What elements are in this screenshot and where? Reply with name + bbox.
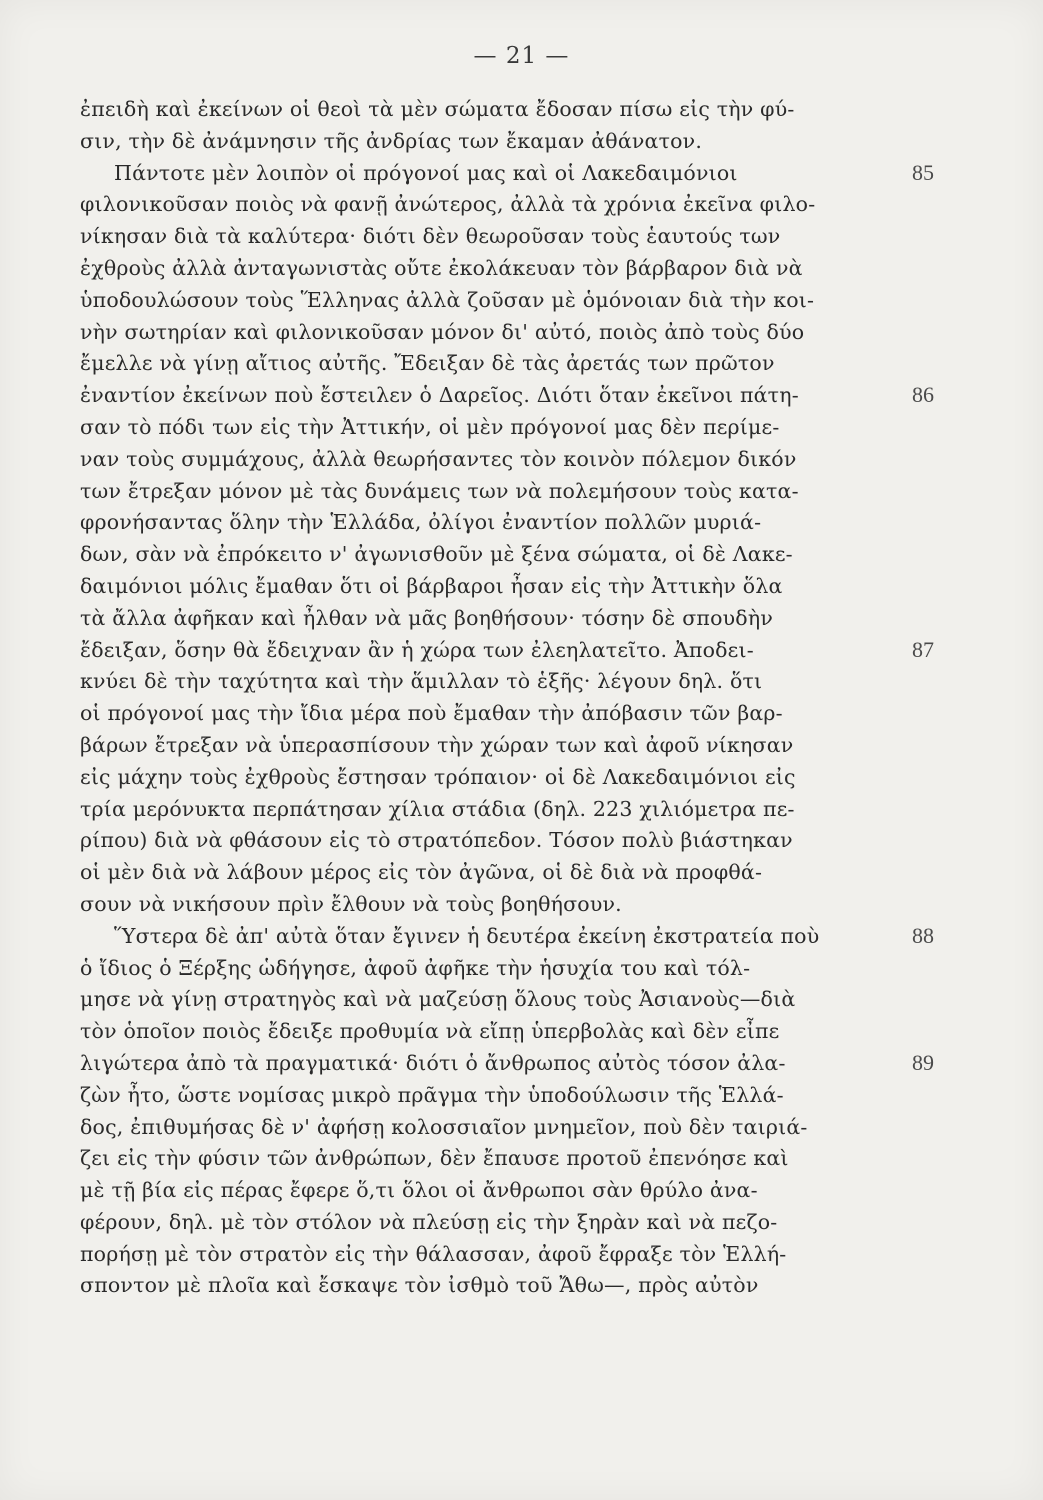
text-line: ἐχθροὺς ἀλλὰ ἀνταγωνιστὰς οὔτε ἐκολάκευαν τὸν βάρβαρον διὰ νὰ: [80, 255, 803, 280]
text-line: νίκησαν διὰ τὰ καλύτερα· διότι δὲν θεωροῦσαν τοὺς ἑαυτούς των: [80, 224, 781, 249]
body-text: [80, 94, 910, 1302]
text-line: σουν νὰ νικήσουν πρὶν ἔλθουν νὰ τοὺς βοηθήσουν.: [80, 891, 622, 916]
text-line: σαν τὸ πόδι των εἰς τὴν Ἀττικήν, οἱ μὲν πρόγονοί μας δὲν περίμε-: [80, 414, 780, 439]
text-line: δος, ἐπιθυμήσας δὲ ν' ἀφήσῃ κολοσσιαῖον μνημεῖον, ποὺ δὲν ταιριά-: [80, 1114, 808, 1139]
text-line: δων, σὰν νὰ ἐπρόκειτο ν' ἀγωνισθοῦν μὲ ξένα σώματα, οἱ δὲ Λακε-: [80, 542, 793, 567]
text-line: σιν, τὴν δὲ ἀνάμνησιν τῆς ἀνδρίας των ἔκαμαν ἀθάνατον.: [80, 128, 703, 153]
text-line: τρία μερόνυκτα περπάτησαν χίλια στάδια (δηλ. 223 χιλιόμετρα πε-: [80, 796, 795, 821]
text-line: ὁ ἴδιος ὁ Ξέρξης ὡδήγησε, ἀφοῦ ἀφῆκε τὴν ἡσυχία του καὶ τόλ-: [80, 955, 751, 980]
text-line: ὑποδουλώσουν τοὺς Ἕλληνας ἀλλὰ ζοῦσαν μὲ ὁμόνοιαν διὰ τὴν κοι-: [80, 287, 815, 312]
text-line: νὴν σωτηρίαν καὶ φιλονικοῦσαν μόνον δι' αὐτό, ποιὸς ἀπὸ τοὺς δύο: [80, 319, 805, 344]
margin-line-number: 86: [912, 382, 934, 408]
text-line: οἱ πρόγονοί μας τὴν ἴδια μέρα ποὺ ἔμαθαν τὴν ἀπόβασιν τῶν βαρ-: [80, 701, 783, 726]
text-line: πορήσῃ μὲ τὸν στρατὸν εἰς τὴν θάλασσαν, ἀφοῦ ἔφραξε τὸν Ἑλλή-: [80, 1241, 787, 1266]
text-line: ζὼν ἦτο, ὥστε νομίσας μικρὸ πρᾶγμα τὴν ὑποδούλωσιν τῆς Ἑλλά-: [80, 1082, 784, 1107]
text-line: κνύει δὲ τὴν ταχύτητα καὶ τὴν ἅμιλλαν τὸ ἑξῆς· λέγουν δηλ. ὅτι: [80, 669, 763, 694]
margin-line-number: 88: [912, 922, 934, 948]
text-line: φιλονικοῦσαν ποιὸς νὰ φανῇ ἀνώτερος, ἀλλὰ τὰ χρόνια ἐκεῖνα φιλο-: [80, 192, 816, 217]
text-line: εἰς μάχην τοὺς ἐχθροὺς ἔστησαν τρόπαιον· οἱ δὲ Λακεδαιμόνιοι εἰς: [80, 764, 796, 789]
text-line: μησε νὰ γίνῃ στρατηγὸς καὶ νὰ μαζεύσῃ ὅλους τοὺς Ἀσιανοὺς—διὰ: [80, 987, 796, 1012]
text-line: ἐπειδὴ καὶ ἐκείνων οἱ θεοὶ τὰ μὲν σώματα ἔδοσαν πίσω εἰς τὴν φύ-: [80, 97, 795, 121]
text-line: σποντον μὲ πλοῖα καὶ ἔσκαψε τὸν ἰσθμὸ τοῦ Ἄθω—, πρὸς αὐτὸν: [80, 1273, 759, 1298]
margin-line-number: 85: [912, 159, 934, 185]
margin-line-number: 87: [912, 636, 934, 662]
text-line: ἔδειξαν, ὅσην θὰ ἔδειχναν ἂν ἡ χώρα των ἐλεηλατεῖτο. Ἀποδει-: [80, 637, 754, 662]
text-line: ναν τοὺς συμμάχους, ἀλλὰ θεωρήσαντες τὸν κοινὸν πόλεμον δικόν: [80, 446, 797, 471]
text-line: δαιμόνιοι μόλις ἔμαθαν ὅτι οἱ βάρβαροι ἦσαν εἰς τὴν Ἀττικὴν ὅλα: [80, 573, 783, 598]
page-number: — 21 —: [473, 43, 570, 69]
text-line: οἱ μὲν διὰ νὰ λάβουν μέρος εἰς τὸν ἀγῶνα, οἱ δὲ διὰ νὰ προφθά-: [80, 860, 763, 885]
margin-line-number: 89: [912, 1050, 934, 1075]
text-line: ζει εἰς τὴν φύσιν τῶν ἀνθρώπων, δὲν ἔπαυσε προτοῦ ἐπενόησε καὶ: [80, 1146, 789, 1171]
text-line: ἐναντίον ἐκείνων ποὺ ἔστειλεν ὁ Δαρεῖος. Διότι ὅταν ἐκεῖνοι πάτη-: [80, 383, 799, 408]
text-line: βάρων ἔτρεξαν νὰ ὑπερασπίσουν τὴν χώραν των καὶ ἀφοῦ νίκησαν: [80, 732, 794, 757]
text-line: Ὕστερα δὲ ἀπ' αὐτὰ ὅταν ἔγινεν ἡ δευτέρα ἐκείνη ἐκστρατεία ποὺ: [114, 923, 820, 948]
text-line: ρίπου) διὰ νὰ φθάσουν εἰς τὸ στρατόπεδον. Τόσον πολὺ βιάστηκαν: [80, 828, 793, 853]
text-line: Πάντοτε μὲν λοιπὸν οἱ πρόγονοί μας καὶ οἱ Λακεδαιμόνιοι: [114, 160, 738, 185]
text-line: λιγώτερα ἀπὸ τὰ πραγματικά· διότι ὁ ἄνθρωπος αὐτὸς τόσον ἀλα-: [80, 1050, 786, 1075]
text-line: των ἔτρεξαν μόνον μὲ τὰς δυνάμεις των νὰ πολεμήσουν τοὺς κατα-: [80, 478, 799, 503]
text-line: τὰ ἄλλα ἀφῆκαν καὶ ἦλθαν νὰ μᾶς βοηθήσουν· τόσην δὲ σπουδὴν: [80, 605, 773, 630]
text-line: ἔμελλε νὰ γίνῃ αἴτιος αὐτῆς. Ἔδειξαν δὲ τὰς ἀρετάς των πρῶτον: [80, 351, 775, 376]
text-line: μὲ τῇ βία εἰς πέρας ἔφερε ὅ,τι ὅλοι οἱ ἄνθρωποι σὰν θρύλο ἀνα-: [80, 1178, 758, 1203]
text-line: φέρουν, δηλ. μὲ τὸν στόλον νὰ πλεύσῃ εἰς τὴν ξηρὰν καὶ νὰ πεζο-: [80, 1209, 778, 1234]
text-line: φρονήσαντας ὅλην τὴν Ἑλλάδα, ὀλίγοι ἐναντίον πολλῶν μυριά-: [80, 510, 762, 535]
text-line: τὸν ὁποῖον ποιὸς ἔδειξε προθυμία νὰ εἴπῃ ὑπερβολὰς καὶ δὲν εἶπε: [80, 1019, 780, 1044]
